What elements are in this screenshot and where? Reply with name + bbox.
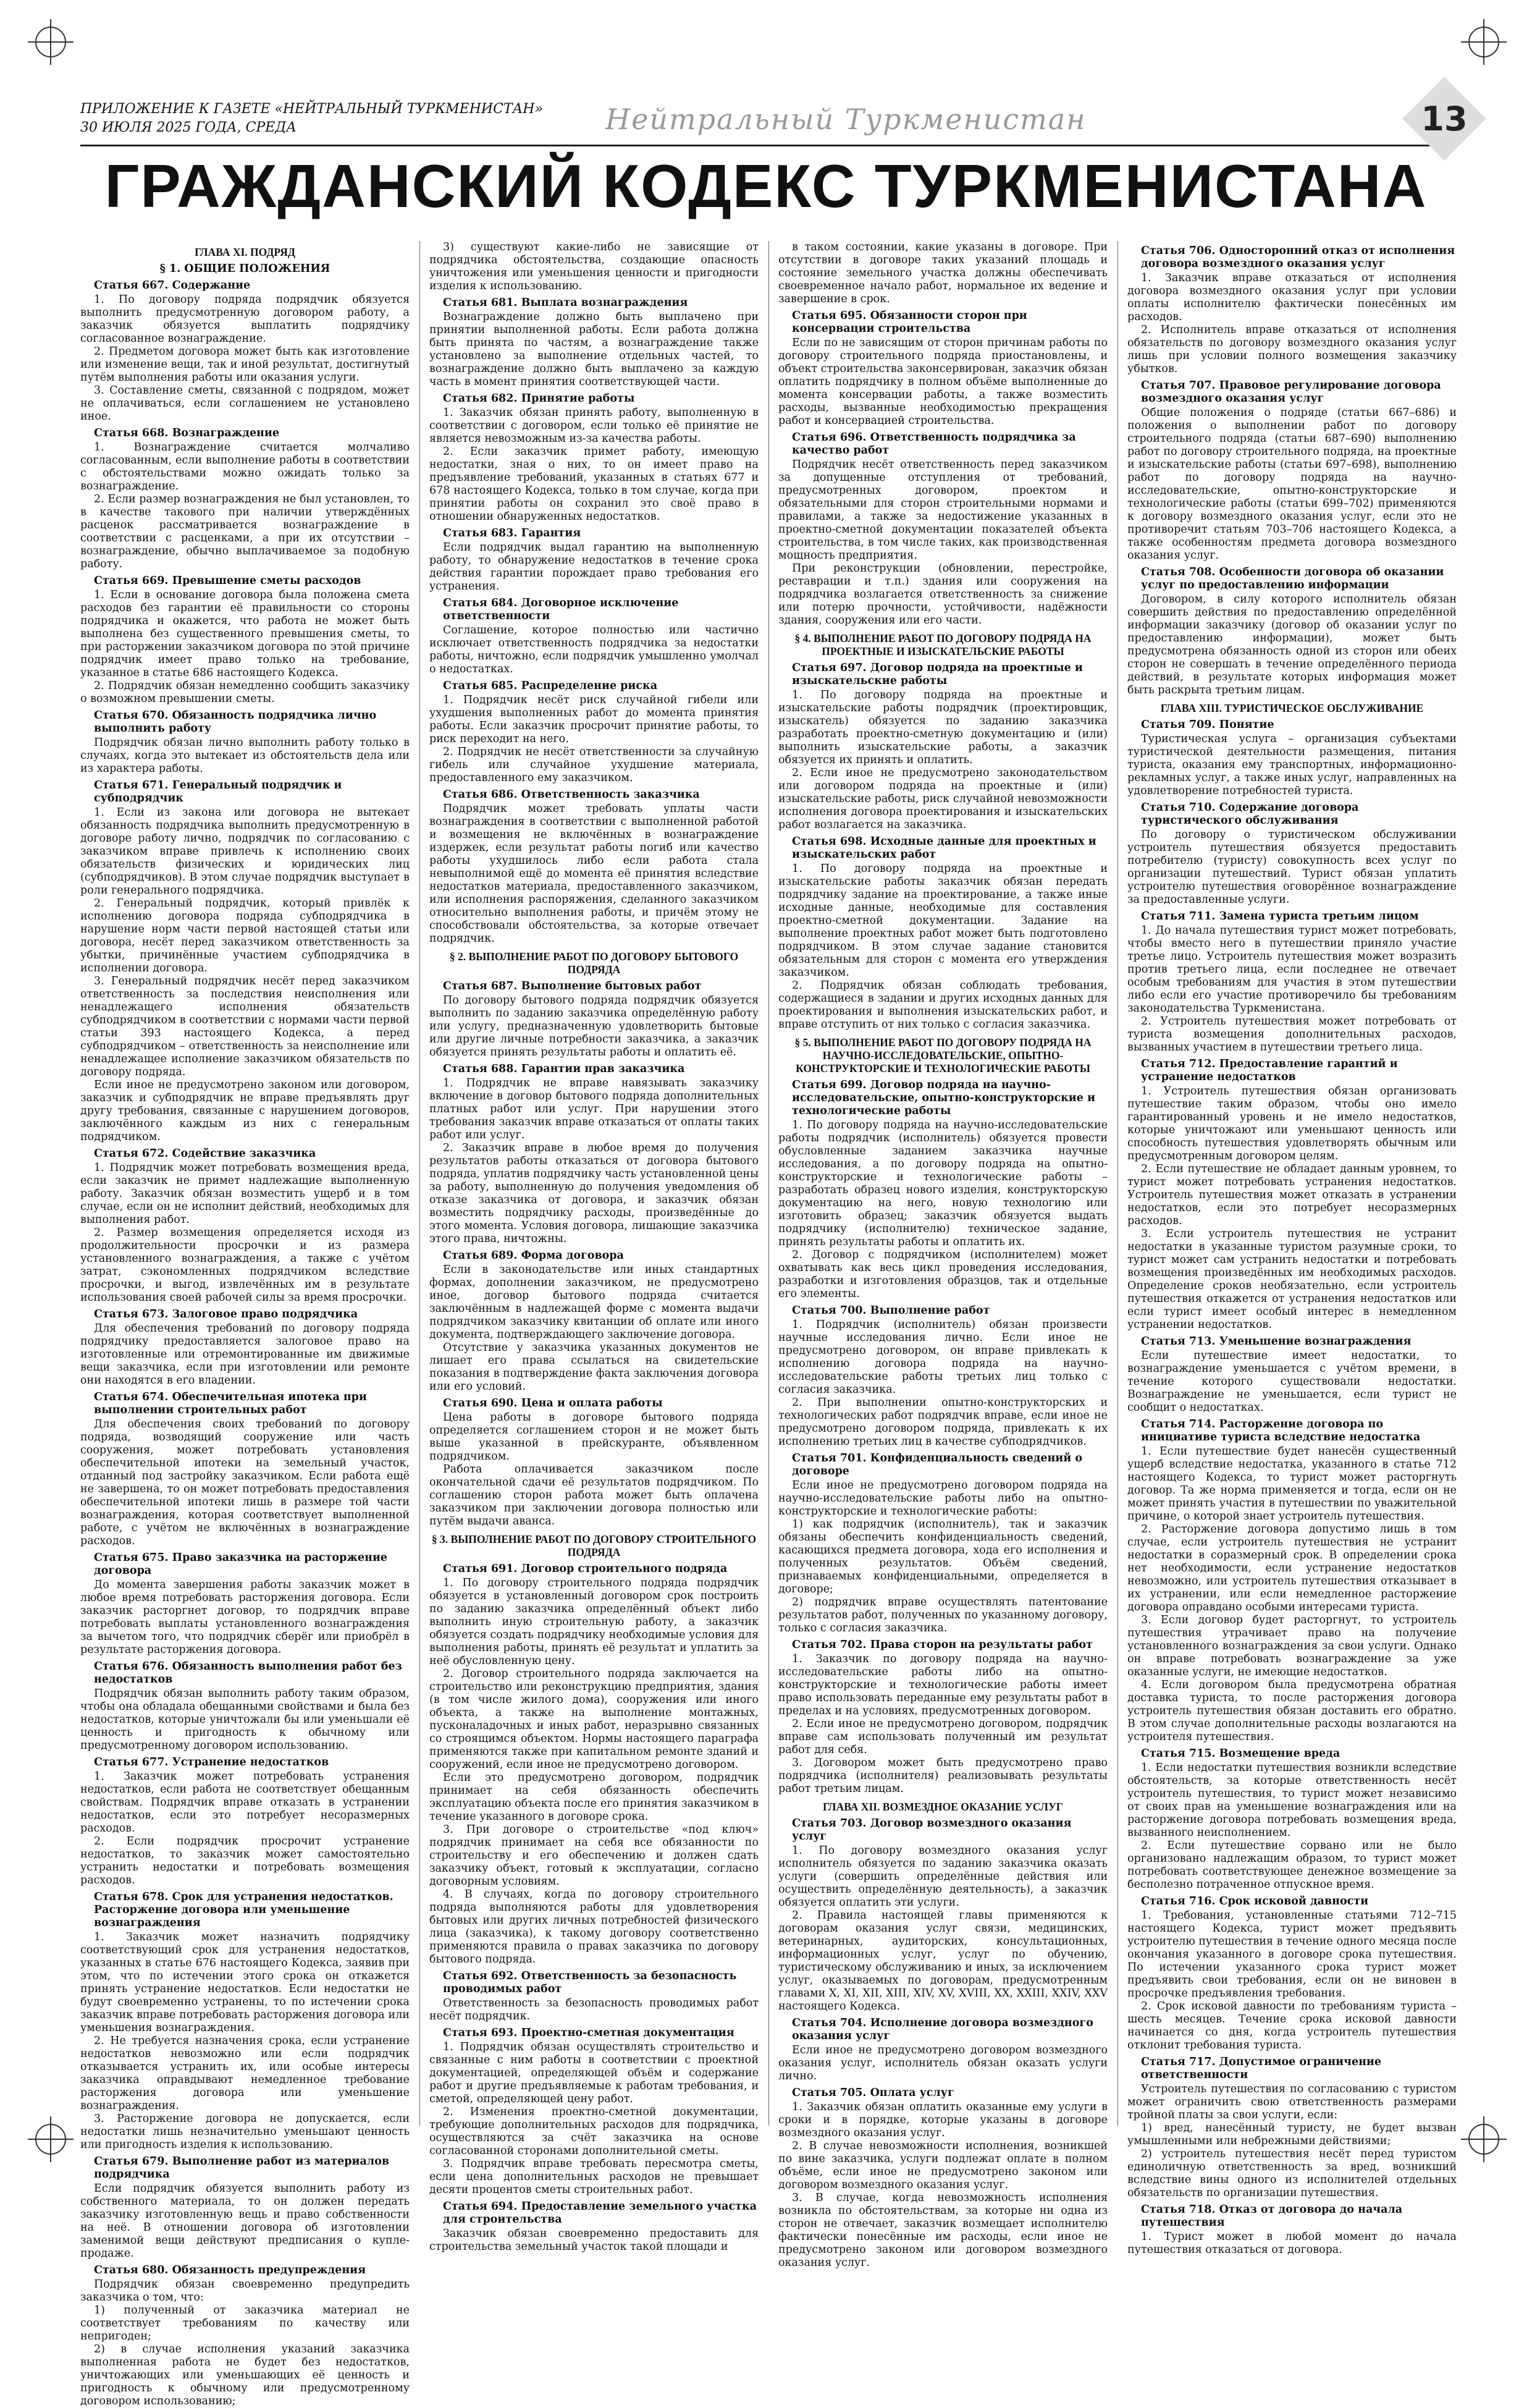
paragraph: 2. В случае невозможности исполнения, возникшей по вине заказчика, услуги подлежат оплате в полном объёме, если иное не предусмотрено законом или договором возмездного оказания услуг.: [778, 2140, 1108, 2191]
paragraph: 2) подрядчик вправе осуществлять патентование результатов работ, полученных по указанному договору, только с согласия заказчика.: [778, 1596, 1108, 1634]
column-3: [778, 241, 1108, 2269]
article-heading: Статья 697. Договор подряда на проектные и изыскательские работы: [792, 662, 1083, 687]
article-heading: Статья 685. Распределение риска: [443, 680, 658, 692]
paragraph: 1. Если путешествие будет нанесён существенный ущерб вследствие недостатка, указанного в статье 712 настоящего Кодекса, то турист может расторгнуть договор. Та же норма применяется и тогда, если он не может принять участия в путешествии по уважительной причине, о которой знает устроитель путешествия.: [1127, 1445, 1457, 1523]
article-heading: Статья 690. Цена и оплата работы: [443, 1397, 663, 1409]
paragraph: 1. Заказчик может назначить подрядчику соответствующий срок для устранения недостатков, указанных в статье 676 настоящего Кодекса, заявив при этом, что по истечении этого срока он откажется принять устранение недостатков. Если недостатки не будут своевременно устранены, то по истечении срока заказчик вправе потребовать расторжения договора или уменьшения вознаграждения.: [80, 1931, 410, 2034]
paragraph: 1) вред, нанесённый туристу, не будет вызван умышленными или небрежными действиями;: [1127, 2122, 1457, 2147]
column-4: [1127, 241, 1457, 2256]
paragraph: Туристическая услуга – организация субъектами туристической деятельности размещения, питания туриста, оказания ему транспортных, информационно-рекламных услуг, а также иных услуг, направленных на удовлетворение потребностей туриста.: [1127, 733, 1457, 797]
paragraph: 1. Заказчик может потребовать устранения недостатков, если работа не соответствует обещанным свойствам. Подрядчик вправе отказать в устранении недостатков, если это потребует несоразмерных расходов.: [80, 1770, 410, 1835]
paragraph: Если иное не предусмотрено законом или договором, заказчик и субподрядчик не вправе предъявлять друг другу требования, связанные с нарушением договоров, заключённого каждым из них с генеральным подрядчиком.: [80, 1079, 410, 1143]
article-heading: Статья 679. Выполнение работ из материалов подрядчика: [94, 2155, 390, 2181]
column-divider: [768, 241, 769, 2126]
paragraph: 1. По договору подряда на научно-исследовательские работы подрядчик (исполнитель) обязуется провести обусловленные заданием заказчика научные исследования, а по договору подряда на опытно-конструкторские и технологические работы – разработать образец нового изделия, конструкторскую документацию на него, новую технологию или изготовить образец; заказчик обязуется выдать подрядчику (исполнителю) техническое задание, принять результаты работы и оплатить их.: [778, 1119, 1108, 1248]
section-heading: § 2. ВЫПОЛНЕНИЕ РАБОТ ПО ДОГОВОРУ БЫТОВОГО ПОДРЯДА: [449, 950, 739, 976]
section-heading: ГЛАВА XII. ВОЗМЕЗДНОЕ ОКАЗАНИЕ УСЛУГ: [823, 1801, 1063, 1813]
article-heading: Статья 676. Обязанность выполнения работ без недостатков: [94, 1660, 402, 1686]
article-heading: Статья 691. Договор строительного подряда: [443, 1563, 728, 1575]
article-heading: Статья 717. Допустимое ограничение ответственности: [1141, 2056, 1382, 2081]
paragraph: 1. Подрядчик несёт риск случайной гибели или ухудшения выполненных работ до момента принятия работы. Если заказчик просрочит принятие работы, то риск переходит на него.: [429, 694, 759, 745]
paragraph: 1. Заказчик вправе отказаться от исполнения договора возмездного оказания услуг при условии оплаты исполнителю фактически понесённых им расходов.: [1127, 272, 1457, 323]
paragraph: Если иное не предусмотрено договором возмездного оказания услуг, исполнитель обязан оказать услуги лично.: [778, 2044, 1108, 2082]
paragraph: 3. В случае, когда невозможность исполнения возникла по обстоятельствам, за которые ни одна из сторон не отвечает, заказчик возмещает исполнителю фактически понесённые им расходы, если иное не предусмотрено законом или договором возмездного оказания услуг.: [778, 2192, 1108, 2269]
paragraph: Цена работы в договоре бытового подряда определяется соглашением сторон и не может быть выше указанной в прейскуранте, объявленном подрядчиком.: [429, 1411, 759, 1463]
article-heading: Статья 687. Выполнение бытовых работ: [443, 980, 702, 992]
paragraph: Если путешествие имеет недостатки, то вознаграждение уменьшается с учётом времени, в течение которого существовали недостатки. Вознаграждение не уменьшается, если турист не сообщит о недостатках.: [1127, 1350, 1457, 1414]
paragraph: 3. Договором может быть предусмотрено право подрядчика (исполнителя) реализовывать результаты работ третьим лицам.: [778, 1757, 1108, 1795]
column-2: [429, 241, 759, 2253]
article-heading: Статья 702. Права сторон на результаты работ: [792, 1639, 1093, 1651]
paragraph: 1) как подрядчик (исполнитель), так и заказчик обязаны обеспечить конфиденциальность сведений, касающихся предмета договора, хода его исполнения и полученных результатов. Объём сведений, признаваемых конфиденциальными, определяется в договоре;: [778, 1518, 1108, 1595]
paragraph: 4. В случаях, когда по договору строительного подряда выполняются работы для удовлетворения бытовых или других личных потребностей физического лица (заказчика), к такому договору соответственно применяются правила о правах заказчика по договору бытового подряда.: [429, 1888, 759, 1966]
paragraph: 1. Если недостатки путешествия возникли вследствие обстоятельств, за которые ответственность несёт устроитель путешествия, то турист может независимо от своих прав на уменьшение вознаграждения или на расторжение договора потребовать возмещения вреда, вызванного неисполнением.: [1127, 1762, 1457, 1839]
article-heading: Статья 706. Односторонний отказ от исполнения договора возмездного оказания услуг: [1141, 245, 1455, 270]
paragraph: 2. Если заказчик примет работу, имеющую недостатки, зная о них, то он имеет право на предъявление требований, указанных в статьях 677 и 678 настоящего Кодекса, только в том случае, когда при принятии работы он сохранил это своё право в отношении обнаруженных недостатков.: [429, 446, 759, 523]
article-heading: Статья 684. Договорное исключение ответственности: [443, 597, 679, 622]
article-heading: Статья 670. Обязанность подрядчика лично выполнить работу: [94, 709, 377, 735]
article-heading: Статья 672. Содействие заказчика: [94, 1147, 316, 1160]
paragraph: Подрядчик обязан выполнить работу таким образом, чтобы она обладала обещанными свойствами и была без недостатков, которые уничтожали бы или уменьшали её ценность и пригодность к обычному или предусмотренному договором использованию.: [80, 1688, 410, 1752]
paragraph: Если в законодательстве или иных стандартных формах, дополнении заказчиком, не предусмотрено иное, договор бытового подряда считается заключённым в надлежащей форме с момента выдачи подрядчиком заказчику квитанции об оплате или иного документа, подтверждающего заключение договора.: [429, 1264, 759, 1341]
article-heading: Статья 695. Обязанности сторон при консервации строительства: [792, 310, 1027, 335]
article-heading: Статья 709. Понятие: [1141, 719, 1274, 731]
paragraph: 1) полученный от заказчика материал не соответствует требованиям по качеству или непригоден;: [80, 2304, 410, 2343]
paragraph: Устроитель путешествия по согласованию с туристом может ограничить свою ответственность размерами тройной платы за свои услуги, если:: [1127, 2083, 1457, 2121]
supplement-info: [80, 100, 543, 137]
paragraph: Заказчик обязан своевременно предоставить для строительства земельный участок такой площади и: [429, 2228, 759, 2253]
paragraph: Подрядчик обязан своевременно предупредить заказчика о том, что:: [80, 2278, 410, 2304]
paragraph: 2) в случае исполнения указаний заказчика выполненная работа не будет без недостатков, уничтожающих или уменьшающих её ценность и пригодность к обычному или предусмотренному договором использованию;: [80, 2343, 410, 2407]
paragraph: Подрядчик несёт ответственность перед заказчиком за допущенные отступления от требований, предусмотренных договором, проектом и обязательными для сторон строительными нормами и правилами, а также за недостижение указанных в проектно-сметной документации показателей объекта строительства, в том числе таких, как производственная мощность предприятия.: [778, 458, 1108, 562]
article-heading: Статья 698. Исходные данные для проектных и изыскательских работ: [792, 835, 1096, 861]
paragraph: 2. Заказчик вправе в любое время до получения результатов работы отказаться от договора бытового подряда, уплатив подрядчику часть установленной цены за работу, выполненную до получения уведомления об отказе заказчика от договора, и заказчик обязан возместить подрядчику расходы, произведённые до этого момента. Условия договора, лишающие заказчика этого права, ничтожны.: [429, 1142, 759, 1245]
article-heading: Статья 681. Выплата вознаграждения: [443, 297, 688, 309]
paragraph: 4. Если договором была предусмотрена обратная доставка туриста, то после расторжения договора устроитель путешествия обязан доставить его обратно. В этом случае дополнительные расходы возлагаются на устроителя путешествия.: [1127, 1679, 1457, 1743]
article-heading: Статья 705. Оплата услуг: [792, 2087, 954, 2099]
paragraph: 2. Предметом договора может быть как изготовление или изменение вещи, так и иной результат, достигнутый путём выполнения работы или оказания услуги.: [80, 345, 410, 384]
article-heading: Статья 714. Расторжение договора по инициативе туриста вследствие недостатка: [1141, 1418, 1421, 1443]
article-heading: Статья 673. Залоговое право подрядчика: [94, 1308, 358, 1320]
paragraph: в таком состоянии, какие указаны в договоре. При отсутствии в договоре таких указаний площадь и состояние земельного участка должны обеспечивать своевременное начало работ, нормальное их ведение и завершение в срок.: [778, 241, 1108, 305]
issue-date: 30 ИЮЛЯ 2025 ГОДА, СРЕДА: [80, 120, 297, 135]
column-divider: [419, 241, 420, 2126]
paragraph: 2. Правила настоящей главы применяются к договорам оказания услуг связи, медицинских, ветеринарных, аудиторских, консультационных, информационных услуг, услуг по обучению, туристическому обслуживанию и иных, за исключением услуг, оказываемых по договорам, предусмотренным главами X, XI, XII, XIII, XIV, XV, XVIII, XX, XXIII, XXIV, XXV настоящего Кодекса.: [778, 1909, 1108, 2013]
section-heading: § 3. ВЫПОЛНЕНИЕ РАБОТ ПО ДОГОВОРУ СТРОИТЕЛЬНОГО ПОДРЯДА: [431, 1533, 757, 1558]
paragraph: Если подрядчик обязуется выполнить работу из собственного материала, то он должен передать заказчику изготовленную вещь и право собственности на неё. В отношении договора об изготовлении заменимой вещи действуют предписания о купле-продаже.: [80, 2182, 410, 2260]
page-number: 13: [1421, 99, 1468, 138]
paragraph: Соглашение, которое полностью или частично исключает ответственность подрядчика за недостатки работы, ничтожно, если подрядчик умышленно умолчал о недостатках.: [429, 624, 759, 675]
article-heading: Статья 696. Ответственность подрядчика за качество работ: [792, 431, 1076, 457]
paragraph: Если по не зависящим от сторон причинам работы по договору строительного подряда приостановлены, и объект строительства законсервирован, заказчик обязан оплатить подрядчику в полном объёме выполненные до момента консервации работы, а также возместить расходы, вызванные необходимостью прекращения работ и консервацией строительства.: [778, 337, 1108, 427]
article-heading: Статья 712. Предоставление гарантий и устранение недостатков: [1141, 1058, 1398, 1083]
article-heading: Статья 668. Вознаграждение: [94, 427, 280, 439]
paragraph: 1. Турист может в любой момент до начала путешествия отказаться от договора.: [1127, 2231, 1457, 2256]
article-heading: Статья 718. Отказ от договора до начала путешествия: [1141, 2203, 1403, 2229]
paragraph: 2. Если иное не предусмотрено законодательством или договором подряда на проектные и (или) изыскательские работы, риск случайной невозможности исполнения договора проектирования и изыскательских работ возлагается на заказчика.: [778, 767, 1108, 831]
paragraph: Вознаграждение должно быть выплачено при принятии выполненной работы. Если работа должна быть принята по частям, а вознаграждение также установлено за выполнение отдельных частей, то вознаграждение должно быть выплачено за каждую часть в момент принятия соответствующей части.: [429, 311, 759, 388]
article-heading: Статья 692. Ответственность за безопасность проводимых работ: [443, 1970, 737, 1995]
article-heading: Статья 678. Срок для устранения недостатков. Расторжение договора или уменьшение вознаграждения: [94, 1891, 394, 1929]
paragraph: Ответственность за безопасность проводимых работ несёт подрядчик.: [429, 1997, 759, 2022]
paragraph: 3. Подрядчик вправе требовать пересмотра сметы, если цена дополнительных расходов не превышает десяти процентов сметы строительных работ.: [429, 2158, 759, 2196]
article-heading: Статья 699. Договор подряда на научно-исследовательские, опытно-конструкторские и технологические работы: [792, 1079, 1095, 1117]
column-1: [80, 241, 410, 2407]
paragraph: 2. Подрядчик не несёт ответственности за случайную гибель или случайное ухудшение материала, предоставленного ему заказчиком.: [429, 746, 759, 784]
article-heading: Статья 703. Договор возмездного оказания услуг: [792, 1817, 1072, 1843]
article-heading: Статья 686. Ответственность заказчика: [443, 788, 700, 801]
article-heading: Статья 708. Особенности договора об оказании услуг по предоставлению информации: [1141, 566, 1444, 591]
article-heading: Статья 680. Обязанность предупреждения: [94, 2264, 366, 2276]
paragraph: 2. Размер возмещения определяется исходя из продолжительности просрочки и из размера установленного вознаграждения, а также с учётом затрат, сэкономленных подрядчиком вследствие просрочки, и выгод, извлечённых им в результате использования своей рабочей силы за время просрочки.: [80, 1227, 410, 1304]
article-heading: Статья 711. Замена туриста третьим лицом: [1141, 910, 1419, 923]
paragraph: 3. При договоре о строительстве «под ключ» подрядчик принимает на себя все обязанности по строительству и его обеспечению и должен сдать заказчику объект, готовый к эксплуатации, согласно договорным условиям.: [429, 1823, 759, 1888]
paragraph: 2. Если размер вознаграждения не был установлен, то в качестве такового при наличии утверждённых расценок рассматривается вознаграждение в соответствии с расценками, а при их отсутствии – вознаграждение, обычно выплачиваемое за подобную работу.: [80, 493, 410, 570]
section-heading: ГЛАВА XIII. ТУРИСТИЧЕСКОЕ ОБСЛУЖИВАНИЕ: [1160, 702, 1424, 714]
paragraph: 1. Подрядчик не вправе навязывать заказчику включение в договор бытового подряда дополнительных платных работ или услуг. При нарушении этого требования заказчик вправе отказаться от оплаты таких работ или услуг.: [429, 1077, 759, 1141]
paragraph: 2) устроитель путешествия несёт перед туристом единоличную ответственность за вред, возникший вследствие вины одного из исполнителей отдельных обязательств по организации путешествия.: [1127, 2148, 1457, 2199]
paragraph: 1. По договору подряда на проектные и изыскательские работы подрядчик (проектировщик, изыскатель) обязуется по заданию заказчика разработать проектно-сметную документацию и (или) выполнить изыскательские работы, а заказчик обязуется их принять и оплатить.: [778, 689, 1108, 766]
paragraph: По договору о туристическом обслуживании устроитель путешествия обязуется предоставить потребителю (туристу) совокупность всех услуг по организации путешествий. Турист обязан уплатить устроителю путешествия оговорённое вознаграждение за предоставленные услуги.: [1127, 829, 1457, 906]
paragraph: 3. Расторжение договора не допускается, если недостатки лишь незначительно уменьшают ценность или пригодность изделия к использованию.: [80, 2113, 410, 2151]
paragraph: 1. Вознаграждение считается молчаливо согласованным, если выполнение работы в соответствии с обстоятельствами можно ожидать только за вознаграждение.: [80, 441, 410, 492]
paragraph: 2. Не требуется назначения срока, если устранение недостатков невозможно или если подрядчик отказывается устранить их, или особые интересы заказчика оправдывают немедленное требование расторжения договора или уменьшение вознаграждения.: [80, 2035, 410, 2112]
article-heading: Статья 688. Гарантии прав заказчика: [443, 1063, 685, 1075]
paragraph: Работа оплачивается заказчиком после окончательной сдачи её результатов подрядчиком. По соглашению сторон работа может быть оплачена заказчиком при заключении договора полностью или путём выдачи аванса.: [429, 1463, 759, 1527]
paragraph: 2. Устроитель путешествия может потребовать от туриста возмещения дополнительных расходов, вызванных участием в путешествии третьего лица.: [1127, 1015, 1457, 1054]
paragraph: 2. Если иное не предусмотрено договором, подрядчик вправе сам использовать полученный им результат работ для себя.: [778, 1718, 1108, 1756]
paragraph: До момента завершения работы заказчик может в любое время потребовать расторжения договора. Если заказчик расторгнет договор, то подрядчик вправе потребовать выплаты установленного вознаграждения за вычетом того, что подрядчик сберёг или приобрёл в результате расторжения договора.: [80, 1579, 410, 1656]
paragraph: 1. Заказчик по договору подряда на научно-исследовательские работы либо на опытно-конструкторские и технологические работы имеет право использовать переданные ему результаты работ в пределах и на условиях, предусмотренных договором.: [778, 1653, 1108, 1717]
paragraph: 1. Устроитель путешествия обязан организовать путешествие таким образом, чтобы оно имело гарантированный уровень и не имело недостатков, которые уничтожают или уменьшают ценность или способность путешествия удовлетворять обычным или предусмотренным договором целям.: [1127, 1085, 1457, 1162]
article-heading: Статья 677. Устранение недостатков: [94, 1756, 329, 1768]
paragraph: Договором, в силу которого исполнитель обязан совершить действия по предоставлению определённой информации заказчику (договор об оказании услуг по предоставлению информации), может быть предусмотрена обязанность одной из сторон или обеих сторон не совершать в течение определённого периода действий, в результате которых информация может быть раскрыта третьим лицам.: [1127, 593, 1457, 696]
registration-mark-top-left: [35, 27, 66, 57]
paragraph: 2. Договор с подрядчиком (исполнителем) может охватывать как весь цикл проведения исследования, разработки и изготовления образцов, так и отдельные его элементы.: [778, 1249, 1108, 1300]
article-heading: Статья 710. Содержание договора туристического обслуживания: [1141, 801, 1359, 827]
page-header: [80, 98, 1468, 146]
paragraph: Если подрядчик выдал гарантию на выполненную работу, то обнаружение недостатков в течение срока действия гарантии порождает право требования его устранения.: [429, 541, 759, 593]
paragraph: 2. Если подрядчик просрочит устранение недостатков, то заказчик может самостоятельно устранить недостатки и потребовать возмещения расходов.: [80, 1835, 410, 1886]
article-heading: Статья 675. Право заказчика на расторжение договора: [94, 1552, 388, 1577]
paragraph: 1. Подрядчик (исполнитель) обязан произвести научные исследования лично. Если иное не предусмотрено договором, он вправе привлекать к исполнению договора подряда на научно-исследовательские работы третьих лиц только с согласия заказчика.: [778, 1319, 1108, 1396]
paragraph: По договору бытового подряда подрядчик обязуется выполнить по заданию заказчика определённую работу или услугу, предназначенную удовлетворить бытовые или другие личные потребности заказчика, а заказчик обязуется принять результаты работы и оплатить её.: [429, 994, 759, 1058]
paragraph: 2. При выполнении опытно-конструкторских и технологических работ подрядчик вправе, если иное не предусмотрено договором подряда, привлекать к их исполнению третьих лиц в качестве субподрядчиков.: [778, 1396, 1108, 1448]
article-heading: Статья 674. Обеспечительная ипотека при выполнении строительных работ: [94, 1391, 367, 1416]
paragraph: 1. Если из закона или договора не вытекает обязанность подрядчика выполнить предусмотренную в договоре работу лично, подрядчик по согласованию с заказчиком вправе привлечь к исполнению своих обязательств физических и юридических лиц (субподрядчиков). В этом случае подрядчик выступает в роли генерального подрядчика.: [80, 806, 410, 897]
paragraph: 1. Подрядчик обязан осуществлять строительство и связанные с ним работы в соответствии с проектной документацией, определяющей объём и содержание работ и другие предъявляемые к работам требования, и сметой, определяющей цену работ.: [429, 2041, 759, 2105]
section-heading: § 1. ОБЩИЕ ПОЛОЖЕНИЯ: [159, 263, 330, 275]
paragraph: 3. Если устроитель путешествия не устранит недостатки в указанные туристом разумные сроки, то турист может сам устранить недостатки и потребовать возмещения произведённых им необходимых расходов. Определение сроков необязательно, если устроитель путешествия откажется от устранения недостатков или если турист имеет особый интерес в немедленном устранении недостатков.: [1127, 1228, 1457, 1331]
paragraph: Подрядчик может требовать уплаты части вознаграждения в соответствии с выполненной работой и возмещения не включённых в вознаграждение издержек, если результат работы погиб или качество работы ухудшилось либо если работа стала невыполнимой ещё до момента её принятия вследствие недостатков материала, предоставленного заказчиком, или исполнения распоряжения, сделанного заказчиком относительно выполнения работы, и причём этому не способствовали обстоятельства, за которые отвечает подрядчик.: [429, 803, 759, 945]
article-heading: Статья 716. Срок исковой давности: [1141, 1895, 1369, 1907]
article-heading: Статья 694. Предоставление земельного участка для строительства: [443, 2200, 757, 2226]
registration-mark-bottom-right: [1468, 2124, 1499, 2155]
paragraph: 2. Изменения проектно-сметной документации, требующие дополнительных расходов для подрядчика, осуществляются за счёт заказчика на основе согласованной сторонами дополнительной сметы.: [429, 2106, 759, 2157]
section-heading: § 5. ВЫПОЛНЕНИЕ РАБОТ ПО ДОГОВОРУ ПОДРЯДА НА НАУЧНО-ИССЛЕДОВАТЕЛЬСКИЕ, ОПЫТНО-КОНСТРУКТОРСКИЕ И ТЕХНОЛОГИЧЕСКИЕ РАБОТЫ: [794, 1036, 1092, 1075]
paragraph: 3. Генеральный подрядчик несёт перед заказчиком ответственность за последствия неисполнения или ненадлежащего исполнения обязательств субподрядчиком в соответствии с нормами части первой статьи 393 настоящего Кодекса, а перед субподрядчиком – ответственность за неисполнение или ненадлежащее исполнение заказчиком обязательств по договору подряда.: [80, 975, 410, 1078]
section-heading: § 4. ВЫПОЛНЕНИЕ РАБОТ ПО ДОГОВОРУ ПОДРЯДА НА ПРОЕКТНЫЕ И ИЗЫСКАТЕЛЬСКИЕ РАБОТЫ: [794, 632, 1092, 657]
paragraph: 1. По договору возмездного оказания услуг исполнитель обязуется по заданию заказчика оказать услуги (совершить определённые действия или осуществить определённую деятельность), а заказчик обязуется оплатить эти услуги.: [778, 1844, 1108, 1909]
supplement-label: ПРИЛОЖЕНИЕ К ГАЗЕТЕ «НЕЙТРАЛЬНЫЙ ТУРКМЕНИСТАН»: [80, 101, 543, 117]
article-heading: Статья 667. Содержание: [94, 279, 251, 292]
paragraph: При реконструкции (обновлении, перестройке, реставрации и т.п.) здания или сооружения на подрядчика возлагается ответственность за снижение или потерю прочности, устойчивости, надёжности здания, сооружения или его части.: [778, 562, 1108, 627]
paragraph: 1. Требования, установленные статьями 712–715 настоящего Кодекса, турист может предъявить устроителю путешествия в течение одного месяца после окончания указанного в договоре срока путешествия. По истечении указанного срока турист может предъявить свои требования, если он не виновен в просрочке предъявления требования.: [1127, 1909, 1457, 2000]
paragraph: 1. Если в основание договора была положена смета расходов без гарантии её правильности со стороны подрядчика и окажется, что работа не может быть выполнена без существенного превышения сметы, то при расторжении заказчиком договора по этой причине подрядчик имеет право только на требование, указанное в статье 686 настоящего Кодекса.: [80, 589, 410, 679]
paragraph: Общие положения о подряде (статьи 667–686) и положения о выполнении работ по договору строительного подряда (статьи 687–690) выполнению работ по договору строительного подряда, на проектные и изыскательские работы (статьи 697–698), выполнению работ по договору подряда на научно-исследовательские, опытно-конструкторские и технологические работы (статьи 699–702) применяются к договору возмездного оказания услуг, если это не противоречит статьям 703–706 настоящего Кодекса, а также особенностям предмета договора возмездного оказания услуг.: [1127, 407, 1457, 562]
paragraph: 2. Расторжение договора допустимо лишь в том случае, если устроитель путешествия не устранит недостатки в соразмерный срок. В определении срока нет необходимости, если устранение недостатков невозможно, или устроитель путешествия отказывает в их устранении, или если немедленное расторжение договора оправдано особыми интересами туриста.: [1127, 1523, 1457, 1613]
paragraph: Для обеспечения требований по договору подряда подрядчику предоставляется залоговое право на изготовленные или отремонтированные им движимые вещи заказчика, если при изготовлении или ремонте они находятся в его владении.: [80, 1322, 410, 1387]
column-divider: [1117, 241, 1118, 2126]
article-heading: Статья 682. Принятие работы: [443, 392, 635, 405]
paragraph: Для обеспечения своих требований по договору подряда, возводящий сооружение или часть сооружения, может потребовать установления обеспечительной ипотеки на земельный участок, отданный под застройку заказчиком. Если работа ещё не завершена, то он может потребовать предоставления обеспечительной ипотеки лишь в размере той части вознаграждения, которая соответствует выполненной работе, с учётом не включённых в вознаграждение расходов.: [80, 1418, 410, 1547]
article-heading: Статья 689. Форма договора: [443, 1249, 624, 1262]
paragraph: 3. Если договор будет расторгнут, то устроитель путешествия утрачивает право на получение установленного вознаграждения за свои услуги. Однако он вправе потребовать вознаграждение за уже оказанные услуги, не имеющие недостатков.: [1127, 1614, 1457, 1678]
article-heading: Статья 715. Возмещение вреда: [1141, 1747, 1340, 1760]
text-columns: [80, 241, 1458, 2407]
paragraph: Если это предусмотрено договором, подрядчик принимает на себя обязанность обеспечить эксплуатацию объекта после его принятия заказчиком в течение указанного в договоре срока.: [429, 1772, 759, 1823]
registration-mark-top-right: [1468, 27, 1499, 57]
paragraph: 1. До начала путешествия турист может потребовать, чтобы вместо него в путешествии приняло участие третье лицо. Устроитель путешествия может возразить против третьего лица, если последнее не отвечает особым требованиям для участия в этом путешествии либо если его участие противоречило бы требованиям законодательства Туркменистана.: [1127, 924, 1457, 1015]
paragraph: 2. Исполнитель вправе отказаться от исполнения обязательств по договору возмездного оказания услуг лишь при условии полного возмещения заказчику убытков.: [1127, 324, 1457, 375]
paragraph: 3) существуют какие-либо не зависящие от подрядчика обстоятельства, создающие опасность уничтожения или уменьшения ценности и пригодности изделия к использованию.: [429, 241, 759, 292]
paragraph: 1. По договору строительного подряда подрядчик обязуется в установленный договором срок построить по заданию заказчика определённый объект либо выполнить иную строительную работу, а заказчик обязуется создать подрядчику необходимые условия для выполнения работы, принять её результат и уплатить за неё обусловленную цену.: [429, 1577, 759, 1667]
article-heading: Статья 683. Гарантия: [443, 527, 581, 539]
paragraph: 2. Подрядчик обязан соблюдать требования, содержащиеся в задании и других исходных данных для проектирования и выполнения изыскательских работ, и вправе отступить от них только с согласия заказчика.: [778, 979, 1108, 1031]
paragraph: 2. Подрядчик обязан немедленно сообщить заказчику о возможном превышении сметы.: [80, 680, 410, 705]
paragraph: 2. Если путешествие сорвано или не было организовано надлежащим образом, то турист может потребовать соответствующее денежное возмещение за бесполезно потраченное отпускное время.: [1127, 1840, 1457, 1891]
section-heading: ГЛАВА XI. ПОДРЯД: [195, 246, 295, 258]
paragraph: 1. Заказчик обязан оплатить оказанные ему услуги в сроки и в порядке, которые указаны в договоре возмездного оказания услуг.: [778, 2101, 1108, 2139]
article-heading: Статья 713. Уменьшение вознаграждения: [1141, 1335, 1412, 1348]
article-heading: Статья 704. Исполнение договора возмездного оказания услуг: [792, 2017, 1093, 2042]
paragraph: 2. Если путешествие не обладает данным уровнем, то турист может потребовать устранения недостатков. Устроитель путешествия может отказать в устранении недостатков, если это потребует несоразмерных расходов.: [1127, 1163, 1457, 1227]
paragraph: 2. Срок исковой давности по требованиям туриста – шесть месяцев. Течение срока исковой давности начинается со дня, когда устроитель путешествия отклонит требования туриста.: [1127, 2000, 1457, 2051]
paragraph: Отсутствие у заказчика указанных документов не лишает его права ссылаться на свидетельские показания в подтверждение факта заключения договора или его условий.: [429, 1341, 759, 1393]
article-heading: Статья 707. Правовое регулирование договора возмездного оказания услуг: [1141, 379, 1441, 405]
article-heading: Статья 671. Генеральный подрядчик и субподрядчик: [94, 779, 342, 805]
paragraph: 1. Подрядчик может потребовать возмещения вреда, если заказчик не примет надлежащие выполненную работу. Заказчик обязан возместить ущерб и в том случае, если он не исполнит действий, необходимых для выполнения работ.: [80, 1162, 410, 1226]
paragraph: 1. По договору подряда на проектные и изыскательские работы заказчик обязан передать подрядчику задание на проектирование, а также иные исходные данные, необходимые для составления проектно-сметной документации. Задание на выполнение проектных работ может быть подготовлено подрядчиком. В этом случае задание становится обязательным для сторон с момента его утверждения заказчиком.: [778, 863, 1108, 979]
paragraph: 2. Генеральный подрядчик, который привлёк к исполнению договора подряда субподрядчика в нарушение норм части первой настоящей статьи или договора, несёт перед заказчиком ответственность за убытки, причинённые участием субподрядчика в исполнении договора.: [80, 897, 410, 974]
paragraph: 1. Заказчик обязан принять работу, выполненную в соответствии с договором, если только её принятие не является невозможным из-за качества работы.: [429, 407, 759, 445]
paragraph: 3. Составление сметы, связанной с подрядом, может не оплачиваться, если соглашением не установлено иное.: [80, 384, 410, 423]
paragraph: 1. По договору подряда подрядчик обязуется выполнить предусмотренную договором работу, а заказчик обязуется выплатить подрядчику согласованное вознаграждение.: [80, 294, 410, 345]
paragraph: 2. Договор строительного подряда заключается на строительство или реконструкцию предприятия, здания (в том числе жилого дома), сооружения или иного объекта, а также на выполнение монтажных, пусконаладочных и иных работ, неразрывно связанных со строящимся объектом. Нормы настоящего параграфа применяются также при капитальном ремонте зданий и сооружений, если иное не предусмотрено договором.: [429, 1668, 759, 1771]
article-heading: Статья 701. Конфиденциальность сведений о договоре: [792, 1452, 1083, 1477]
article-heading: Статья 693. Проектно-сметная документация: [443, 2027, 734, 2039]
document-title: ГРАЖДАНСКИЙ КОДЕКС ТУРКМЕНИСТАНА: [104, 152, 1428, 220]
registration-mark-bottom-left: [35, 2124, 66, 2155]
paragraph: Если иное не предусмотрено договором подряда на научно-исследовательские работы либо на опытно-конструкторские и технологические работы:: [778, 1479, 1108, 1518]
article-heading: Статья 700. Выполнение работ: [792, 1304, 990, 1317]
newspaper-name: Нейтральный Туркменистан: [605, 103, 1087, 136]
paragraph: Подрядчик обязан лично выполнить работу только в случаях, когда это вытекает из обстоятельств дела или из характера работы.: [80, 737, 410, 775]
article-heading: Статья 669. Превышение сметы расходов: [94, 575, 361, 587]
